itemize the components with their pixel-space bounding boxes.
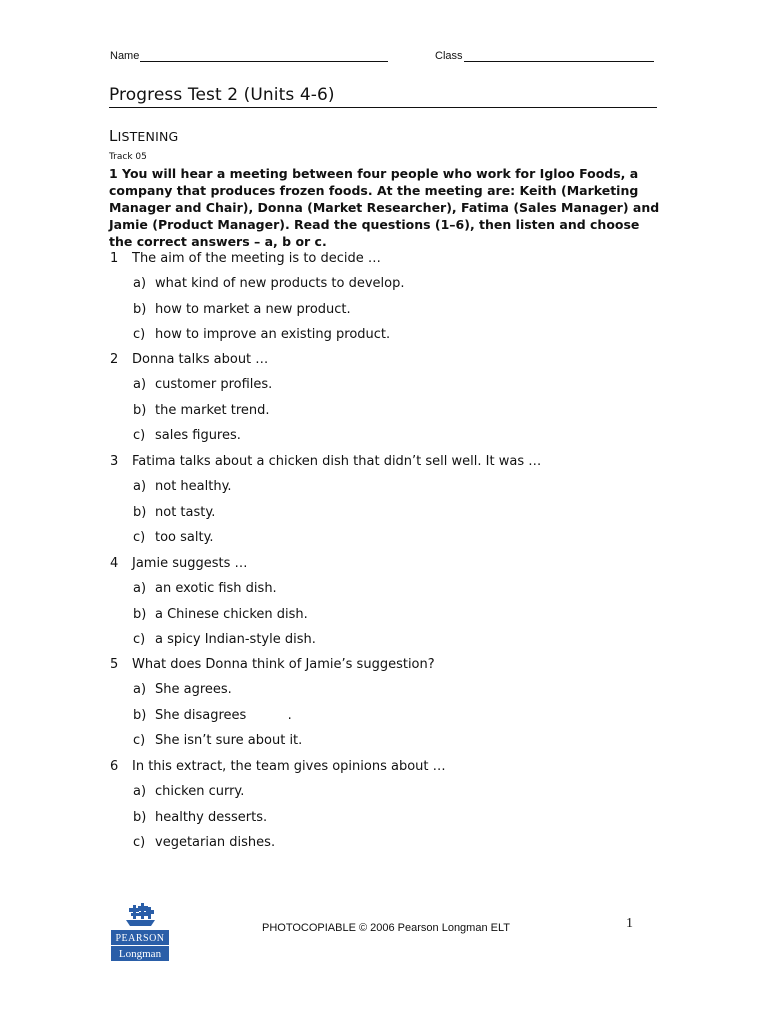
question-4 — [110, 556, 248, 571]
answer-option[interactable] — [133, 377, 272, 392]
answer-option[interactable] — [133, 403, 270, 418]
answer-option[interactable] — [133, 682, 232, 697]
footer-copyright: PHOTOCOPIABLE © 2006 Pearson Longman ELT — [262, 922, 510, 934]
answer-option[interactable] — [133, 428, 241, 443]
answer-option-text: how to market a new product. — [155, 301, 351, 317]
answer-option-label: b) — [133, 707, 147, 723]
question-6 — [110, 759, 446, 774]
answer-option-label: a) — [133, 276, 147, 292]
answer-option-text: healthy desserts. — [155, 809, 268, 825]
answer-option-text: She agrees. — [155, 682, 232, 698]
name-field[interactable] — [110, 50, 388, 62]
pearson-logo — [111, 899, 169, 961]
page-number: 1 — [626, 916, 633, 931]
question-text: Jamie suggests … — [132, 556, 248, 571]
answer-option-label: a) — [133, 479, 147, 495]
answer-option-text: what kind of new products to develop. — [155, 276, 405, 292]
question-number: 6 — [110, 759, 119, 774]
answer-option-text: vegetarian dishes. — [155, 835, 276, 851]
logo-line2: Longman — [118, 948, 162, 960]
question-text: In this extract, the team gives opinions about … — [132, 759, 446, 774]
pearson-logo-icon — [111, 899, 169, 961]
name-blank[interactable] — [140, 50, 388, 62]
section-heading-initial: L — [109, 127, 118, 145]
answer-option-text: not healthy. — [155, 479, 232, 495]
answer-option-text: too salty. — [155, 530, 214, 546]
question-text: Donna talks about … — [132, 352, 269, 367]
question-text: The aim of the meeting is to decide … — [132, 251, 381, 266]
answer-option-label: c) — [133, 428, 146, 444]
question-5 — [110, 657, 435, 672]
question-number: 3 — [110, 454, 119, 469]
answer-option-text: She disagrees . — [155, 707, 292, 723]
answer-option[interactable] — [133, 479, 232, 494]
answer-option-text: customer profiles. — [155, 377, 273, 393]
class-field[interactable] — [435, 50, 654, 62]
answer-option-label: b) — [133, 606, 147, 622]
question-2 — [110, 352, 268, 367]
answer-option-label: c) — [133, 733, 146, 749]
answer-option-label: b) — [133, 402, 147, 418]
logo-line1: PEARSON — [115, 933, 165, 944]
question-number: 5 — [110, 657, 119, 672]
answer-option-text: not tasty. — [155, 504, 216, 520]
instructions: 1 You will hear a meeting between four people who work for Igloo Foods, a company that produces frozen foods. At the meeting are: Keith (Marketing Manager and Chair), Donna (Market Researcher), Fatima (Sales Manager) and Jamie (Product Manager). Read the questions (1–6), then listen and choose the correct answers – a, b or c. — [109, 166, 660, 249]
section-heading — [109, 127, 178, 145]
answer-option[interactable] — [133, 733, 302, 748]
ship-icon — [126, 903, 155, 926]
answer-option[interactable] — [133, 276, 404, 291]
answer-option-label: c) — [133, 530, 146, 546]
question-text: Fatima talks about a chicken dish that didn’t sell well. It was … — [132, 454, 542, 469]
section-heading-rest: ISTENING — [117, 129, 179, 144]
answer-option-label: b) — [133, 504, 147, 520]
answer-option[interactable] — [133, 530, 214, 545]
class-label: Class — [435, 50, 463, 62]
answer-option-text: how to improve an existing product. — [155, 327, 391, 343]
answer-option-text: She isn’t sure about it. — [155, 733, 303, 749]
answer-option-label: b) — [133, 809, 147, 825]
answer-option-text: a spicy Indian-style dish. — [155, 632, 316, 648]
answer-option-label: a) — [133, 784, 147, 800]
answer-option-label: a) — [133, 581, 147, 597]
answer-option[interactable] — [133, 632, 316, 647]
answer-option[interactable] — [133, 505, 215, 520]
question-number: 4 — [110, 556, 119, 571]
answer-option[interactable] — [133, 607, 308, 622]
answer-option-text: an exotic fish dish. — [155, 581, 277, 597]
answer-option-text: a Chinese chicken dish. — [155, 606, 308, 622]
answer-option[interactable] — [133, 810, 267, 825]
class-blank[interactable] — [464, 50, 654, 62]
question-number: 2 — [110, 352, 119, 367]
answer-option[interactable] — [133, 708, 292, 723]
answer-option[interactable] — [133, 581, 277, 596]
answer-option-label: b) — [133, 301, 147, 317]
answer-option-label: a) — [133, 682, 147, 698]
answer-option-label: c) — [133, 327, 146, 343]
answer-option[interactable] — [133, 327, 390, 342]
answer-option[interactable] — [133, 835, 275, 850]
name-label: Name — [110, 50, 140, 62]
answer-option-label: c) — [133, 632, 146, 648]
answer-option-label: a) — [133, 377, 147, 393]
answer-option-text: the market trend. — [155, 402, 270, 418]
answer-option[interactable] — [133, 784, 244, 799]
answer-option-text: chicken curry. — [155, 784, 245, 800]
answer-option-label: c) — [133, 835, 146, 851]
page-title: Progress Test 2 (Units 4-6) — [109, 85, 657, 108]
answer-option-text: sales figures. — [155, 428, 241, 444]
question-3 — [110, 454, 541, 469]
track-label: Track 05 — [109, 152, 147, 162]
question-number: 1 — [110, 251, 119, 266]
question-1 — [110, 251, 381, 266]
answer-option[interactable] — [133, 302, 351, 317]
question-text: What does Donna think of Jamie’s suggestion? — [132, 657, 435, 672]
